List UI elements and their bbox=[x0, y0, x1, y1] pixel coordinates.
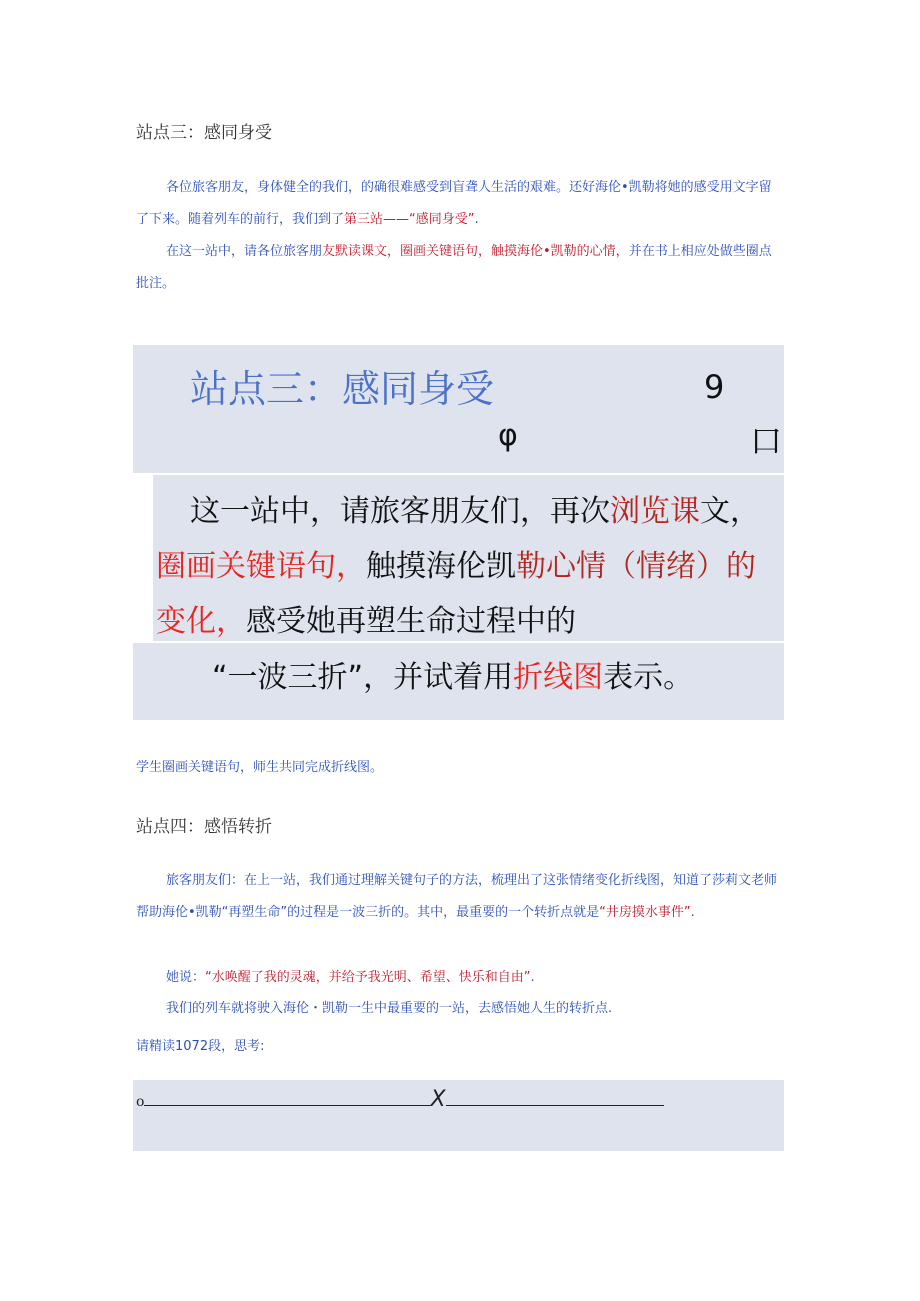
teaching-note: 学生圈画关键语句，师生共同完成折线图。 bbox=[136, 760, 384, 775]
slide-line-2-highlight: 圈画关键语句， bbox=[156, 549, 366, 584]
slide-line-2-highlight-2: 勒心情（情绪）的 bbox=[516, 549, 756, 584]
station3-p2-highlight: 友默读课文，圈画关键语句，触摸海伦•凯勒的心情， bbox=[322, 244, 629, 259]
station3-p1-text: 各位旅客朋友，身体健全的我们，的确很难感受到盲聋人生活的艰难。还好海伦•凯勒将她的感受用文字留了下来。随着列车的前行，我们到了 bbox=[136, 180, 772, 227]
slide-line-1-highlight: 浏览课 bbox=[610, 494, 700, 529]
slide-line-1-end: 文， bbox=[700, 494, 760, 529]
slide-line-1-text: 这一站中，请旅客朋友们，再次 bbox=[190, 494, 610, 529]
station4-paragraph-3: 我们的列车就将驶入海伦・凯勒一生中最重要的一站，去感悟她人生的转折点. bbox=[166, 1001, 613, 1016]
station3-heading: 站点三：感同身受 bbox=[136, 123, 272, 143]
task-answer-line bbox=[136, 1087, 664, 1112]
slide-line-4-end: 表示。 bbox=[603, 660, 694, 695]
station4-reading-prompt: 请精读1072段，思考: bbox=[136, 1039, 265, 1054]
station3-paragraph-1 bbox=[136, 172, 784, 236]
slide-glyph-nine: 9 bbox=[704, 368, 725, 406]
station4-paragraph-1 bbox=[136, 865, 784, 929]
answer-blank-1 bbox=[144, 1089, 430, 1106]
station3-p2-text: 在这一站中，请各位旅客朋 bbox=[166, 244, 323, 259]
slide-line-4-highlight: 折线图 bbox=[513, 660, 604, 695]
slide-line-4-text: “一波三折”，并试着用 bbox=[212, 660, 514, 695]
station4-p1-end: . bbox=[690, 905, 695, 920]
station4-p2-quote: “水唤醒了我的灵魂，并给予我光明、希望、快乐和自由” bbox=[205, 970, 531, 985]
slide-line-2-text: 触摸海伦凯 bbox=[366, 549, 516, 584]
answer-blank-2 bbox=[446, 1087, 664, 1106]
slide-glyph-phi: φ bbox=[498, 418, 518, 453]
slide-line-3-text: 感受她再塑生命过程中的 bbox=[246, 604, 576, 639]
slide-glyph-box: 口 bbox=[750, 422, 783, 460]
station3-p1-highlight: 第三站——“感同身受” bbox=[344, 212, 475, 227]
slide-title: 站点三：感同身受 bbox=[190, 367, 495, 411]
station4-heading: 站点四：感悟转折 bbox=[136, 817, 272, 837]
slide-line-3-highlight: 变化， bbox=[156, 604, 246, 639]
station4-paragraph-2 bbox=[136, 962, 784, 994]
station3-p1-end: . bbox=[474, 212, 479, 227]
task-prefix: o bbox=[136, 1094, 145, 1110]
station4-p2-text: 她说： bbox=[166, 970, 206, 985]
station4-p1-text: 旅客朋友们：在上一站，我们通过理解关键句子的方法，梳理出了这张情绪变化折线图，知道了莎莉文老师帮助海伦•凯勒“再塑生命”的过程是一波三折的。其中，最重要的一个转折点就是 bbox=[136, 873, 778, 920]
station4-p2-end: . bbox=[530, 970, 535, 985]
slide-line-3 bbox=[156, 602, 576, 642]
slide-line-2 bbox=[156, 547, 756, 587]
slide-line-4 bbox=[212, 658, 693, 698]
station4-p1-highlight: “井房摸水事件” bbox=[599, 905, 691, 920]
slide-line-1 bbox=[190, 492, 760, 532]
station3-p2-end: 并在书上相应处做些圈点批注。 bbox=[136, 244, 772, 291]
station3-paragraph-2 bbox=[136, 236, 784, 300]
task-mark: X bbox=[430, 1087, 446, 1112]
